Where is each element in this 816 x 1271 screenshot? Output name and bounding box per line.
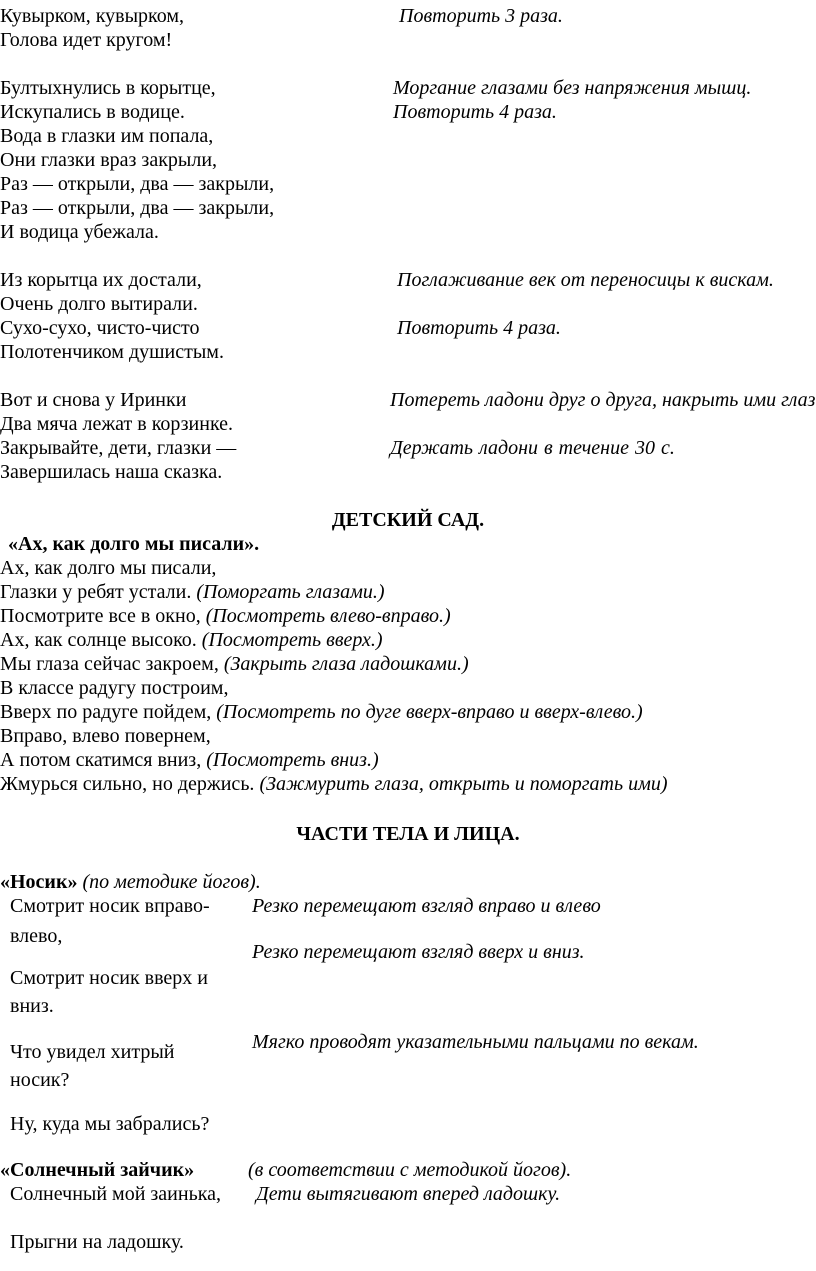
poem-line: вниз. — [10, 995, 54, 1017]
section-heading: ДЕТСКИЙ САД. — [331, 509, 485, 531]
instruction-note: Повторить 4 раза. — [393, 101, 557, 123]
poem-line: носик? — [10, 1069, 70, 1091]
poem-line: Ах, как солнце высоко. (Посмотреть вверх.) — [0, 629, 383, 651]
poem-line: А потом скатимся вниз, (Посмотреть вниз.) — [0, 749, 379, 771]
section-heading: ЧАСТИ ТЕЛА И ЛИЦА. — [296, 823, 520, 845]
poem-line: Жмурься сильно, но держись. (Зажмурить глаза, открыть и поморгать ими) — [0, 773, 668, 795]
poem-line: Завершилась наша сказка. — [0, 461, 223, 483]
poem-title: «Солнечный зайчик» — [0, 1159, 195, 1181]
poem-title: «Носик» (по методике йогов). — [0, 871, 261, 893]
instruction-note: Резко перемещают взгляд вверх и вниз. — [252, 941, 585, 963]
poem-line: Вправо, влево повернем, — [0, 725, 211, 747]
poem-line: Ну, куда мы забрались? — [10, 1113, 210, 1135]
poem-line: В классе радугу построим, — [0, 677, 229, 699]
poem-line: Глазки у ребят устали. (Поморгать глазами.) — [0, 581, 385, 603]
instruction-note: (в соответствии с методикой йогов). — [248, 1159, 572, 1181]
instruction-note: (Посмотреть вверх.) — [201, 629, 383, 651]
poem-line: Смотрит носик вверх и — [10, 967, 209, 989]
instruction-note: Повторить 4 раза. — [397, 317, 561, 339]
instruction-note: Мягко проводят указательными пальцами по векам. — [252, 1031, 699, 1053]
instruction-note: Дети вытягивают вперед ладошку. — [256, 1183, 561, 1205]
poem-line: Вода в глазки им попала, — [0, 125, 214, 147]
instruction-note: (Зажмурить глаза, открыть и поморгать ими) — [259, 773, 668, 795]
instruction-note: Держать ладони в течение 30 с. — [390, 437, 675, 459]
poem-line: Вверх по радуге пойдем, (Посмотреть по дуге вверх-вправо и вверх-влево.) — [0, 701, 643, 723]
poem-line: Они глазки враз закрыли, — [0, 149, 218, 171]
poem-line: влево, — [10, 925, 63, 947]
poem-line: Из корытца их достали, — [0, 269, 202, 291]
poem-line: Смотрит носик вправо- — [10, 895, 210, 917]
poem-line: Закрывайте, дети, глазки — — [0, 437, 237, 459]
poem-line: Раз — открыли, два — закрыли, — [0, 173, 275, 195]
poem-line: Прыгни на ладошку. — [10, 1231, 184, 1253]
poem-line: Полотенчиком душистым. — [0, 341, 224, 363]
instruction-note: Повторить 3 раза. — [399, 5, 563, 27]
poem-line: Очень долго вытирали. — [0, 293, 198, 315]
poem-line: Сухо-сухо, чисто-чисто — [0, 317, 200, 339]
instruction-note: (Посмотреть вниз.) — [206, 749, 379, 771]
poem-line: Бултыхнулись в корытце, — [0, 77, 216, 99]
instruction-note: Резко перемещают взгляд вправо и влево — [252, 895, 601, 917]
instruction-note: Моргание глазами без напряжения мышц. — [393, 77, 752, 99]
instruction-note: Потереть ладони друг о друга, накрыть ими глаз — [390, 389, 816, 411]
poem-line: Раз — открыли, два — закрыли, — [0, 197, 275, 219]
instruction-note: (Закрыть глаза ладошками.) — [223, 653, 469, 675]
poem-line: Кувырком, кувырком, — [0, 5, 184, 27]
poem-line: И водица убежала. — [0, 221, 159, 243]
poem-line: Что увидел хитрый — [10, 1041, 175, 1063]
poem-line: Мы глаза сейчас закроем, (Закрыть глаза ладошками.) — [0, 653, 469, 675]
poem-line: Искупались в водице. — [0, 101, 185, 123]
poem-line: Ах, как долго мы писали, — [0, 557, 217, 579]
poem-title: «Ах, как долго мы писали». — [8, 533, 260, 555]
poem-line: Солнечный мой заинька, — [10, 1183, 221, 1205]
poem-line: Два мяча лежат в корзинке. — [0, 413, 234, 435]
poem-line: Голова идет кругом! — [0, 29, 173, 51]
poem-line: Посмотрите все в окно, (Посмотреть влево-вправо.) — [0, 605, 451, 627]
instruction-note: (Посмотреть по дуге вверх-вправо и вверх-влево.) — [216, 701, 643, 723]
instruction-note: (Поморгать глазами.) — [196, 581, 385, 603]
instruction-note: (Посмотреть влево-вправо.) — [205, 605, 451, 627]
instruction-note: Поглаживание век от переносицы к вискам. — [397, 269, 774, 291]
poem-line: Вот и снова у Иринки — [0, 389, 187, 411]
